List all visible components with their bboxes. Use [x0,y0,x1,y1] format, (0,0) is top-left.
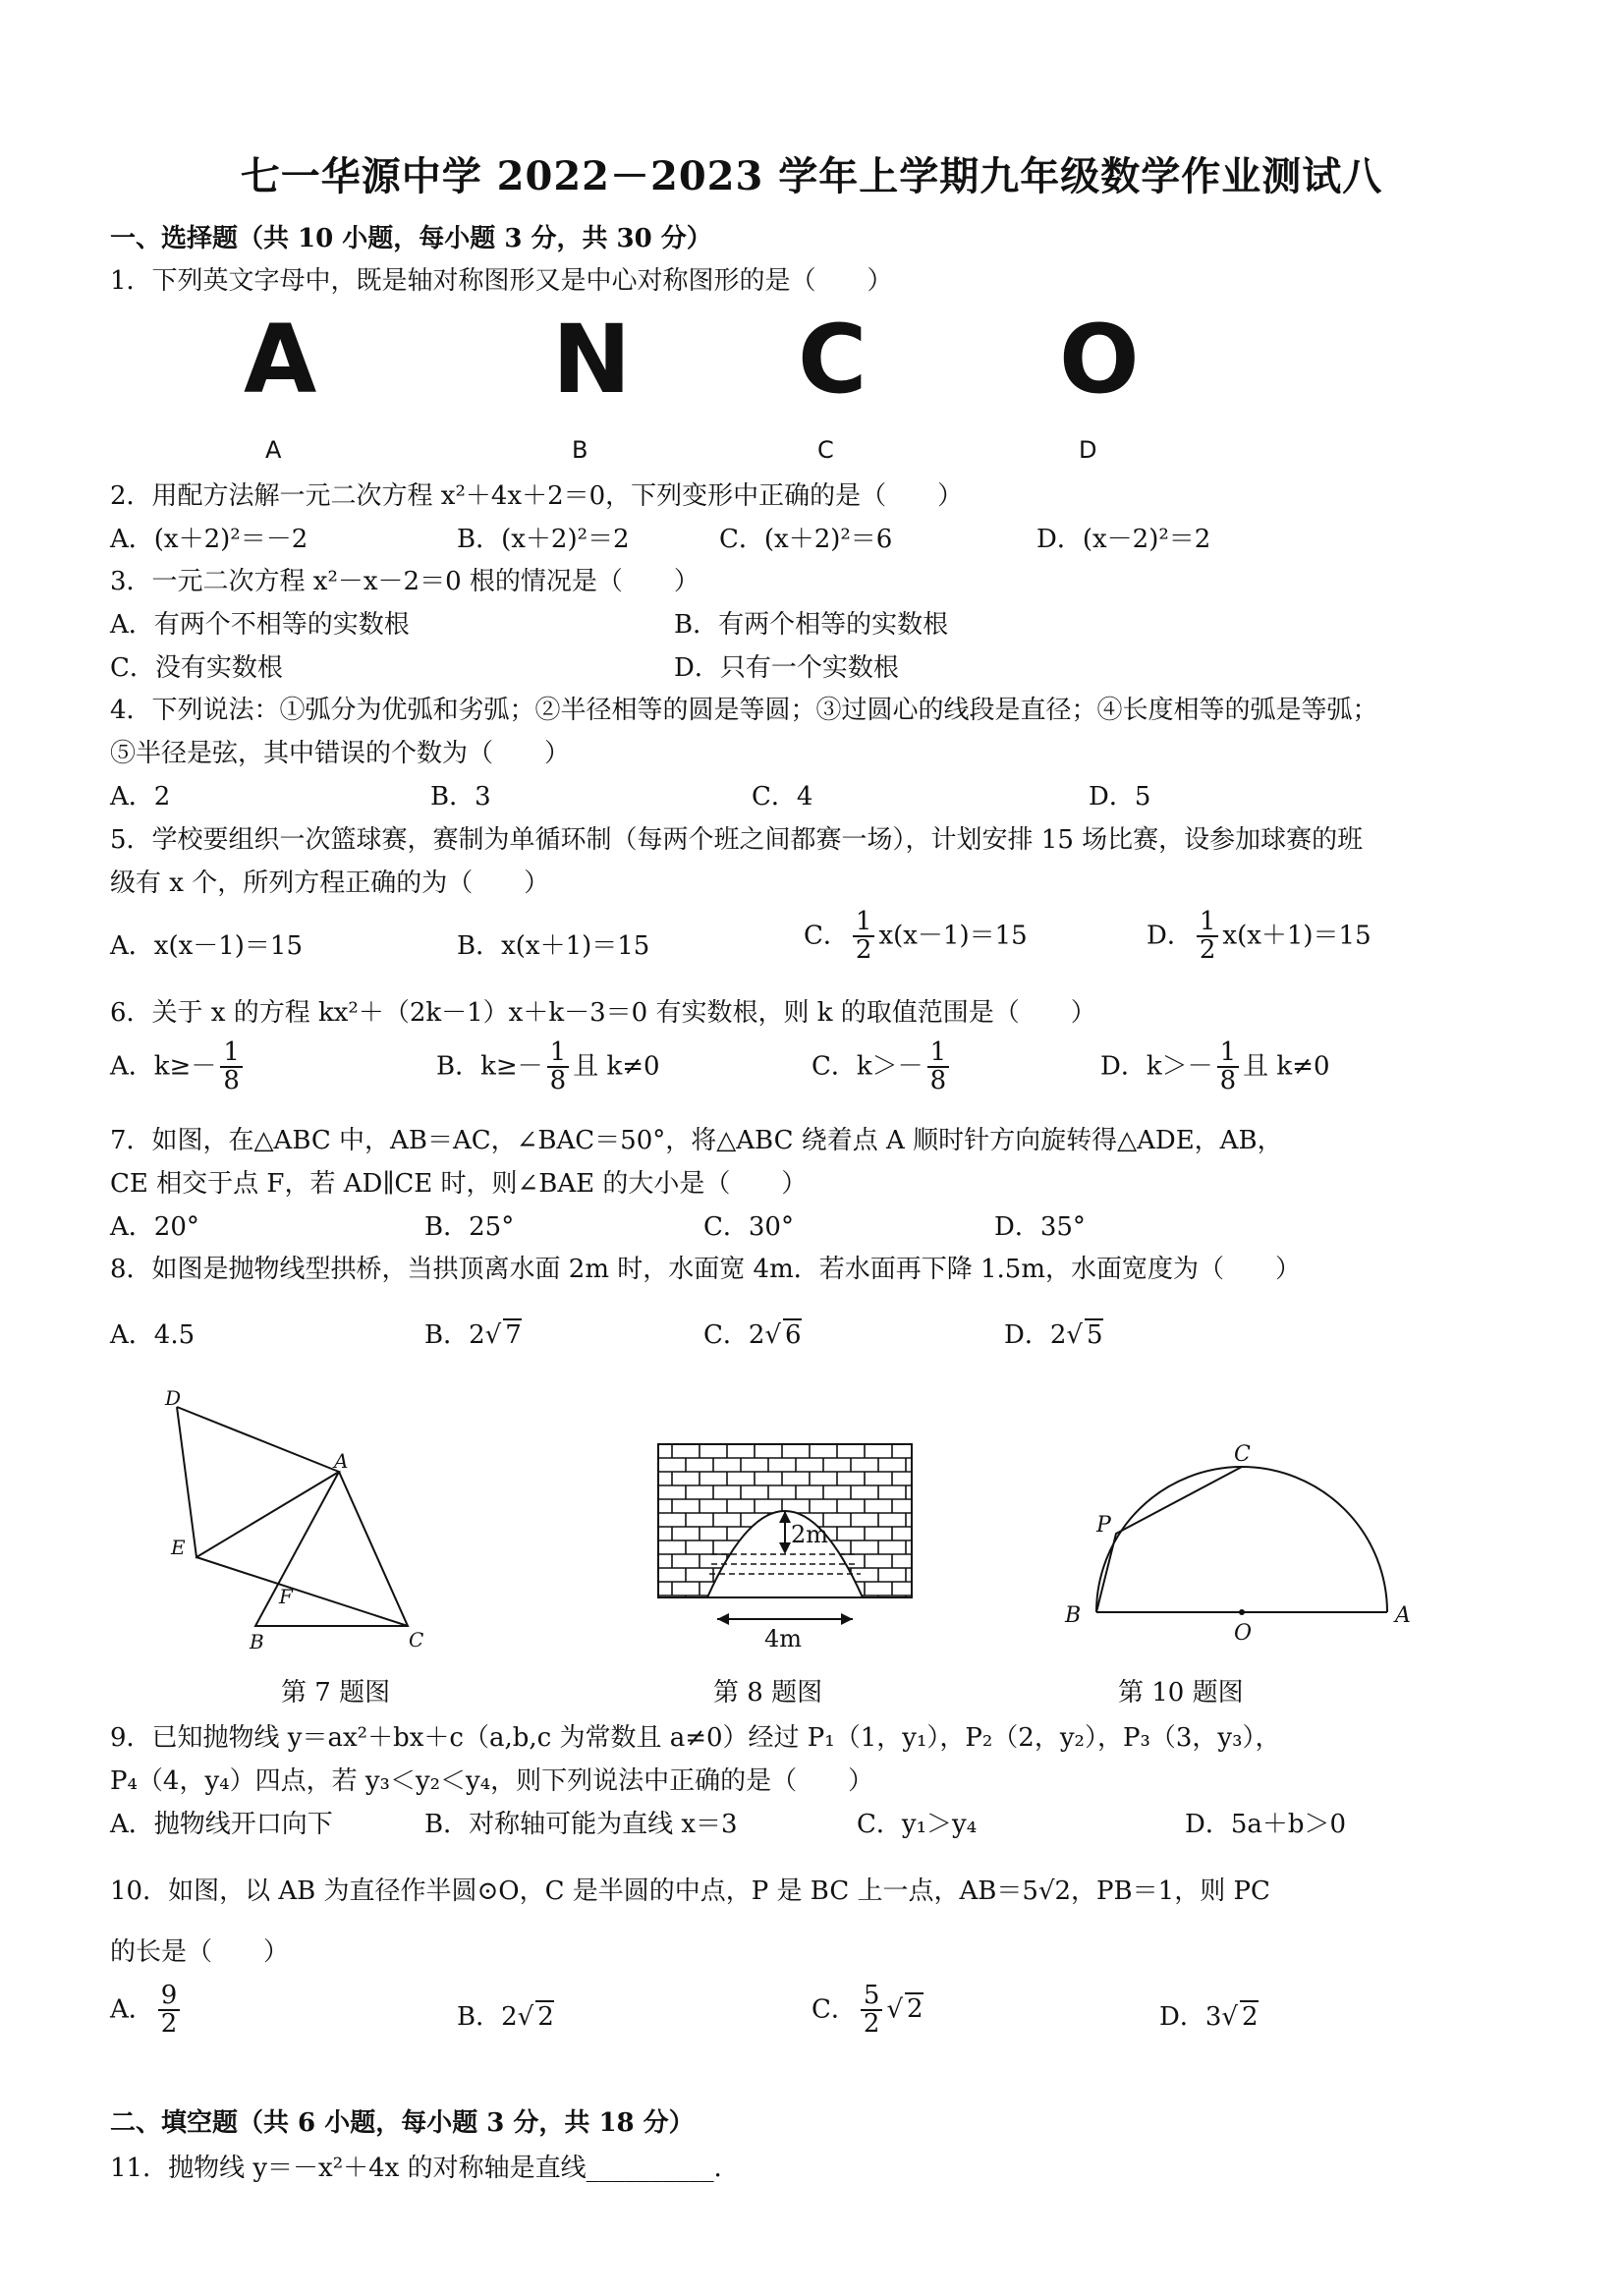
q4-line1: 4．下列说法：①弧分为优弧和劣弧；②半径相等的圆是等圆；③过圆心的线段是直径；④长度相等的弧是等弧； [110,696,1378,725]
q2-option-d: D．(x－2)²＝2 [1036,525,1211,554]
q3-option-a: A．有两个不相等的实数根 [110,610,410,640]
fig10-label-b: B [1065,1603,1082,1628]
q7-option-b: B．25° [424,1212,515,1242]
q6-option-c: C．k＞－ $\frac{1}{8}$ [812,1039,953,1095]
q9-line2: P₄（4，y₄）四点，若 y₃＜y₂＜y₄，则下列说法中正确的是（ ） [110,1766,874,1796]
q2-option-b: B．(x＋2)²＝2 [457,525,630,554]
q5-option-c: C． $\frac{1}{2}$ x(x－1)＝15 [804,907,1028,966]
q9-option-a: A．抛物线开口向下 [110,1810,333,1839]
q9-line1: 9．已知抛物线 y＝ax²＋bx＋c（a,b,c 为常数且 a≠0）经过 P₁（1，y₁），P₂（2，y₂），P₃（3，y₃）， [110,1723,1281,1753]
q1-label-b: B [572,436,588,464]
q10-option-d: D．3√ 2 [1159,2002,1259,2032]
q4-option-b: B．3 [430,782,491,812]
q8-stem: 8．如图是抛物线型拱桥，当拱顶离水面 2m 时，水面宽 4m．若水面再下降 1.5m，水面宽度为（ ） [110,1255,1301,1284]
section-2-heading: 二、填空题（共 6 小题，每小题 3 分，共 18 分） [110,2108,695,2138]
fig7-label-c: C [409,1628,424,1651]
q8-option-a: A．4.5 [110,1320,196,1350]
q2-option-c: C．(x＋2)²＝6 [719,525,893,554]
q9-option-b: B．对称轴可能为直线 x＝3 [424,1810,738,1839]
q1-letter-n: N [552,305,632,415]
section-1-heading: 一、选择题（共 10 小题，每小题 3 分，共 30 分） [110,224,712,253]
fig10-caption: 第 10 题图 [1118,1678,1244,1708]
fig7-label-b: B [250,1630,264,1651]
q6-option-d: D．k＞－ $\frac{1}{8}$ 且 k≠0 [1100,1037,1330,1096]
q4-line2: ⑤半径是弦，其中错误的个数为（ ） [110,739,571,768]
q3-stem: 3．一元二次方程 x²－x－2＝0 根的情况是（ ） [110,567,700,596]
fig7-label-d: D [165,1386,182,1410]
q9-option-c: C．y₁＞y₄ [857,1810,978,1839]
q7-option-a: A．20° [110,1212,199,1242]
q1-label-c: C [817,436,834,464]
q3-option-d: D．只有一个实数根 [674,653,899,683]
q4-option-c: C．4 [752,782,813,812]
q7-option-c: C．30° [703,1212,794,1242]
figure-10 [1051,1429,1425,1646]
q1-label-a: A [265,436,282,464]
q1-label-d: D [1079,436,1097,464]
q5-option-b: B．x(x＋1)＝15 [457,931,650,961]
q3-option-c: C．没有实数根 [110,653,283,683]
q7-line2: CE 相交于点 F，若 AD∥CE 时，则∠BAE 的大小是（ ） [110,1169,808,1199]
q10-option-a: A． $\frac{9}{2}$ [110,1983,184,2039]
q4-option-d: D．5 [1089,782,1151,812]
q5-option-d: D． $\frac{1}{2}$ x(x＋1)＝15 [1147,907,1371,966]
figure-8 [648,1434,923,1651]
fig7-label-e: E [171,1536,186,1559]
fig7-label-a: A [334,1449,349,1473]
q7-line1: 7．如图，在△ABC 中，AB＝AC，∠BAC＝50°，将△ABC 绕着点 A 顺时针方向旋转得△ADE，AB， [110,1126,1283,1155]
fig7-caption: 第 7 题图 [281,1678,391,1708]
q10-option-c: C． $\frac{5}{2}$ √ 2 [812,1981,923,2040]
q1-letter-c: C [798,305,867,415]
q10-line1: 10．如图，以 AB 为直径作半圆⊙O，C 是半圆的中点，P 是 BC 上一点，AB＝5√2，PB＝1，则 PC [110,1876,1270,1906]
fig8-height-label: 2m [791,1521,829,1548]
page-title: 七一华源中学 2022－2023 学年上学期九年级数学作业测试八 [240,153,1383,199]
q1-stem: 1．下列英文字母中，既是轴对称图形又是中心对称图形的是（ ） [110,266,893,296]
fig10-label-a: A [1395,1603,1411,1628]
fig8-width-label: 4m [764,1625,803,1651]
q5-line2: 级有 x 个，所列方程正确的为（ ） [110,868,550,898]
q10-line2: 的长是（ ） [110,1937,290,1967]
q2-stem: 2．用配方法解一元二次方程 x²＋4x＋2＝0，下列变形中正确的是（ ） [110,481,964,511]
fig10-label-c: C [1234,1442,1251,1467]
fig10-label-o: O [1234,1621,1253,1646]
fig8-caption: 第 8 题图 [713,1678,823,1708]
fig7-label-f: F [279,1585,293,1608]
q10-option-b: B．2√ 2 [457,2002,554,2032]
q8-option-d: D．2√ 5 [1004,1320,1103,1350]
figure-7 [157,1385,452,1651]
q8-option-c: C．2√ 6 [703,1320,802,1350]
q1-letter-o: O [1059,305,1140,415]
q11-stem: 11．抛物线 y＝－x²＋4x 的对称轴是直线__________． [110,2154,740,2183]
q5-option-a: A．x(x－1)＝15 [110,931,304,961]
q5-line1: 5．学校要组织一次篮球赛，赛制为单循环制（每两个班之间都赛一场），计划安排 15 场比赛，设参加球赛的班 [110,825,1364,855]
q7-option-d: D．35° [994,1212,1086,1242]
q3-option-b: B．有两个相等的实数根 [674,610,949,640]
fig10-label-p: P [1096,1513,1111,1538]
q4-option-a: A．2 [110,782,171,812]
q6-stem: 6．关于 x 的方程 kx²＋（2k－1）x＋k－3＝0 有实数根，则 k 的取值范围是（ ） [110,998,1096,1028]
q6-option-a: A．k≥－ $\frac{1}{8}$ [110,1039,247,1095]
q8-option-b: B．2√ 7 [424,1320,522,1350]
q1-letter-a: A [244,305,317,415]
q9-option-d: D．5a＋b＞0 [1185,1810,1347,1839]
q2-option-a: A．(x＋2)²＝－2 [110,525,308,554]
q6-option-b: B．k≥－ $\frac{1}{8}$ 且 k≠0 [436,1037,660,1096]
